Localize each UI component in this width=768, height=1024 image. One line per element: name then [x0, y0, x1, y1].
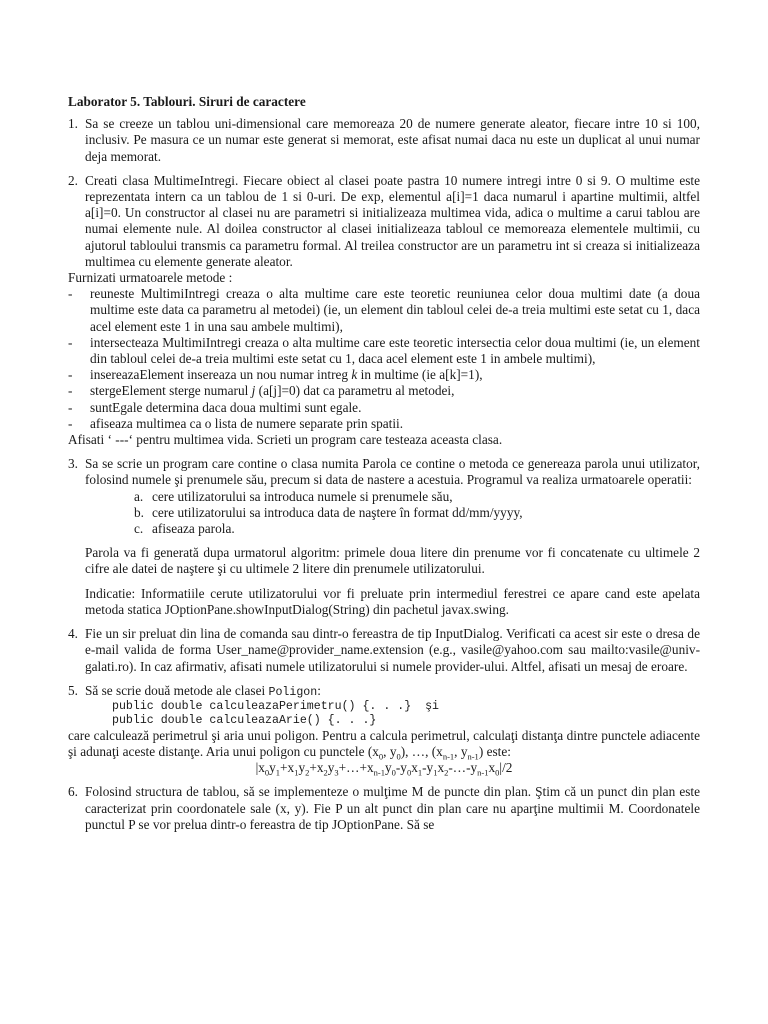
method-item: [68, 400, 700, 416]
step-text: cere utilizatorului sa introduca numele si prenumele său,: [152, 488, 453, 504]
method-text: afiseaza multimea ca o lista de numere separate prin spatii.: [90, 415, 404, 431]
step-letter: c.: [134, 521, 144, 537]
exercise-5-intro: Să se scrie două metode ale clasei: [85, 682, 269, 698]
code-line: public double calculeazaArie() {. . .}: [112, 713, 377, 727]
exercise-5-intro-end: :: [317, 682, 321, 698]
document-page: [68, 94, 700, 833]
class-name: Poligon: [268, 685, 318, 699]
dash-marker: -: [68, 286, 73, 302]
method-var: j: [251, 383, 256, 399]
method-text: (a[j]=0) dat ca parametru al metodei,: [255, 383, 455, 399]
method-item: [68, 383, 700, 399]
step-item: [68, 489, 700, 505]
exercise-3: [68, 456, 700, 488]
dash-marker: -: [68, 334, 73, 350]
method-text: suntEgale determina daca doua multimi sunt egale.: [90, 399, 362, 415]
area-formula: $|x_0y_1+x_1y_2+x_2y_3+\dots+x_{n-1}y_0-y_0x_1-y_1x_2-\dots-y_{n-1}x_0|/2$: [255, 760, 513, 778]
method-text: intersecteaza MultimiIntregi creaza o alta multime care este teoretic intersectia celor doua multimi (ie, un element din tabloul celei de-a treia multimi este setat cu 1, daca acel element este 1 in ambele multimi),: [90, 334, 700, 367]
exercise-2-number: 2.: [68, 172, 78, 188]
exercise-6-number: 6.: [68, 784, 78, 800]
dash-marker: -: [68, 367, 73, 383]
exercise-5: [68, 683, 700, 700]
method-text: in multime (ie a[k]=1),: [357, 367, 483, 383]
code-line: public double calculeazaPerimetru() {. . .} şi: [112, 699, 439, 713]
exercise-4-number: 4.: [68, 626, 78, 642]
exercise-6-text: Folosind structura de tablou, să se implementeze o mulţime M de puncte din plan. Ştim că un punct din plan este caracterizat prin coordonatele sale (x, y). Fie P un alt punct din plan care nu aparţine multimii M. Coordonatele punctul P se vor prelua dintr-o fereastra de tip JOptionPane. Să se: [85, 784, 700, 832]
exercise-4-text: Fie un sir preluat din lina de comanda sau dintr-o fereastra de tip InputDialog. Verificati ca acest sir este o dresa de e-mail valida de forma User_name@provider_name.extension (e.g., vasile@yahoo.com sau mailto:vasile@univ-galati.ro). In caz afirmativ, afisati numele utilizatorului si numele provider-ului. Altfel, afisati un mesaj de eroare.: [85, 626, 700, 674]
method-item: [68, 367, 700, 383]
step-letter: b.: [134, 504, 144, 520]
dash-marker: -: [68, 383, 73, 399]
exercise-1: [68, 116, 700, 165]
exercise-5-number: 5.: [68, 682, 78, 698]
methods-intro: Furnizati urmatoarele metode :: [68, 270, 233, 286]
hint-paragraph: Indicatie: Informatiile cerute utilizatorului vor fi preluate prin intermediul ferestrei ce apare cand este apelata metoda statica JOptionPane.showInputDialog(String) din pachetul javax.swing.: [85, 585, 700, 617]
method-item: [68, 286, 700, 335]
step-text: afiseaza parola.: [152, 521, 235, 537]
exercise-4: [68, 626, 700, 675]
exercise-5-text: care calculează perimetrul şi aria unui poligon. Pentru a calcula perimetrul, calculaţi distanţa dintre punctele adiacente şi adunaţi aceste distanţe. Aria unui poligon cu punctele ($x_0$, $y_0$), …, ($x_{n-1}$, $y_{n-1}$) este:: [68, 727, 700, 762]
step-item: [68, 505, 700, 521]
exercise-2-closing: Afisati ‘ ---‘ pentru multimea vida. Scrieti un program care testeaza aceasta clasa.: [68, 432, 503, 448]
exercise-2: [68, 173, 700, 270]
exercise-1-number: 1.: [68, 116, 78, 132]
step-text: cere utilizatorului sa introduca data de naştere în format dd/mm/yyyy,: [152, 504, 523, 520]
algorithm-paragraph: Parola va fi generată dupa urmatorul algoritm: primele doua litere din prenume vor fi concatenate cu ultimele 2 cifre ale datei de naştere şi cu ultimele 2 litere din prenumele utilizatorului.: [85, 545, 700, 577]
method-text: insereazaElement insereaza un nou numar intreg: [90, 367, 352, 383]
method-var: k: [351, 367, 358, 383]
exercise-6: [68, 784, 700, 833]
step-letter: a.: [134, 488, 144, 504]
exercise-1-text: Sa se creeze un tablou uni-dimensional care memoreaza 20 de numere generate aleator, fiecare intre 10 si 100, inclusiv. Pe masura ce un numar este generat si memorat, este afisat numai daca nu este un duplicat al unui numar deja memorat.: [85, 116, 700, 164]
document-title: Laborator 5. Tablouri. Siruri de caractere: [68, 94, 306, 109]
step-item: [68, 521, 700, 537]
method-item: [68, 335, 700, 367]
method-item: [68, 416, 700, 432]
method-text: reuneste MultimiIntregi creaza o alta multime care este teoretic reuniunea celor doua multimi date (a doua multime este data ca parametru al metodei) (ie, un element din tabloul celei de-a treia multimi este setat cu 1, daca acel element este 1 in una sau ambele multimi),: [90, 286, 700, 334]
exercise-3-number: 3.: [68, 456, 78, 472]
dash-marker: -: [68, 415, 73, 431]
method-text: stergeElement sterge numarul: [90, 383, 252, 399]
dash-marker: -: [68, 399, 73, 415]
exercise-3-text: Sa se scrie un program care contine o clasa numita Parola ce contine o metoda ce genereaza parola unui utilizator, folosind numele şi prenumele său, precum si data de nastere a acestuia. Programul va realiza urmatoarele operatii:: [85, 456, 700, 488]
exercise-2-text: Creati clasa MultimeIntregi. Fiecare obiect al clasei poate pastra 10 numere intregi intre 0 si 9. O multime este reprezentata intern ca un tablou de 1 si 0-uri. De exp, elementul a[i]=1 daca numarul i apartine multimii, altfel a[i]=0. Un constructor al clasei nu are parametri si initializeaza multimea vida, adica o multime a carui tablou are numai elemente nule. Al doilea constructor al clasei initializeaza tabloul ce memoreaza elementele multimii, cu ajutorul tabloului transmis ca parametru formal. Al treilea constructor are un parametru int si creaza si initializeaza multimea cu elemente generate aleator.: [85, 172, 700, 269]
